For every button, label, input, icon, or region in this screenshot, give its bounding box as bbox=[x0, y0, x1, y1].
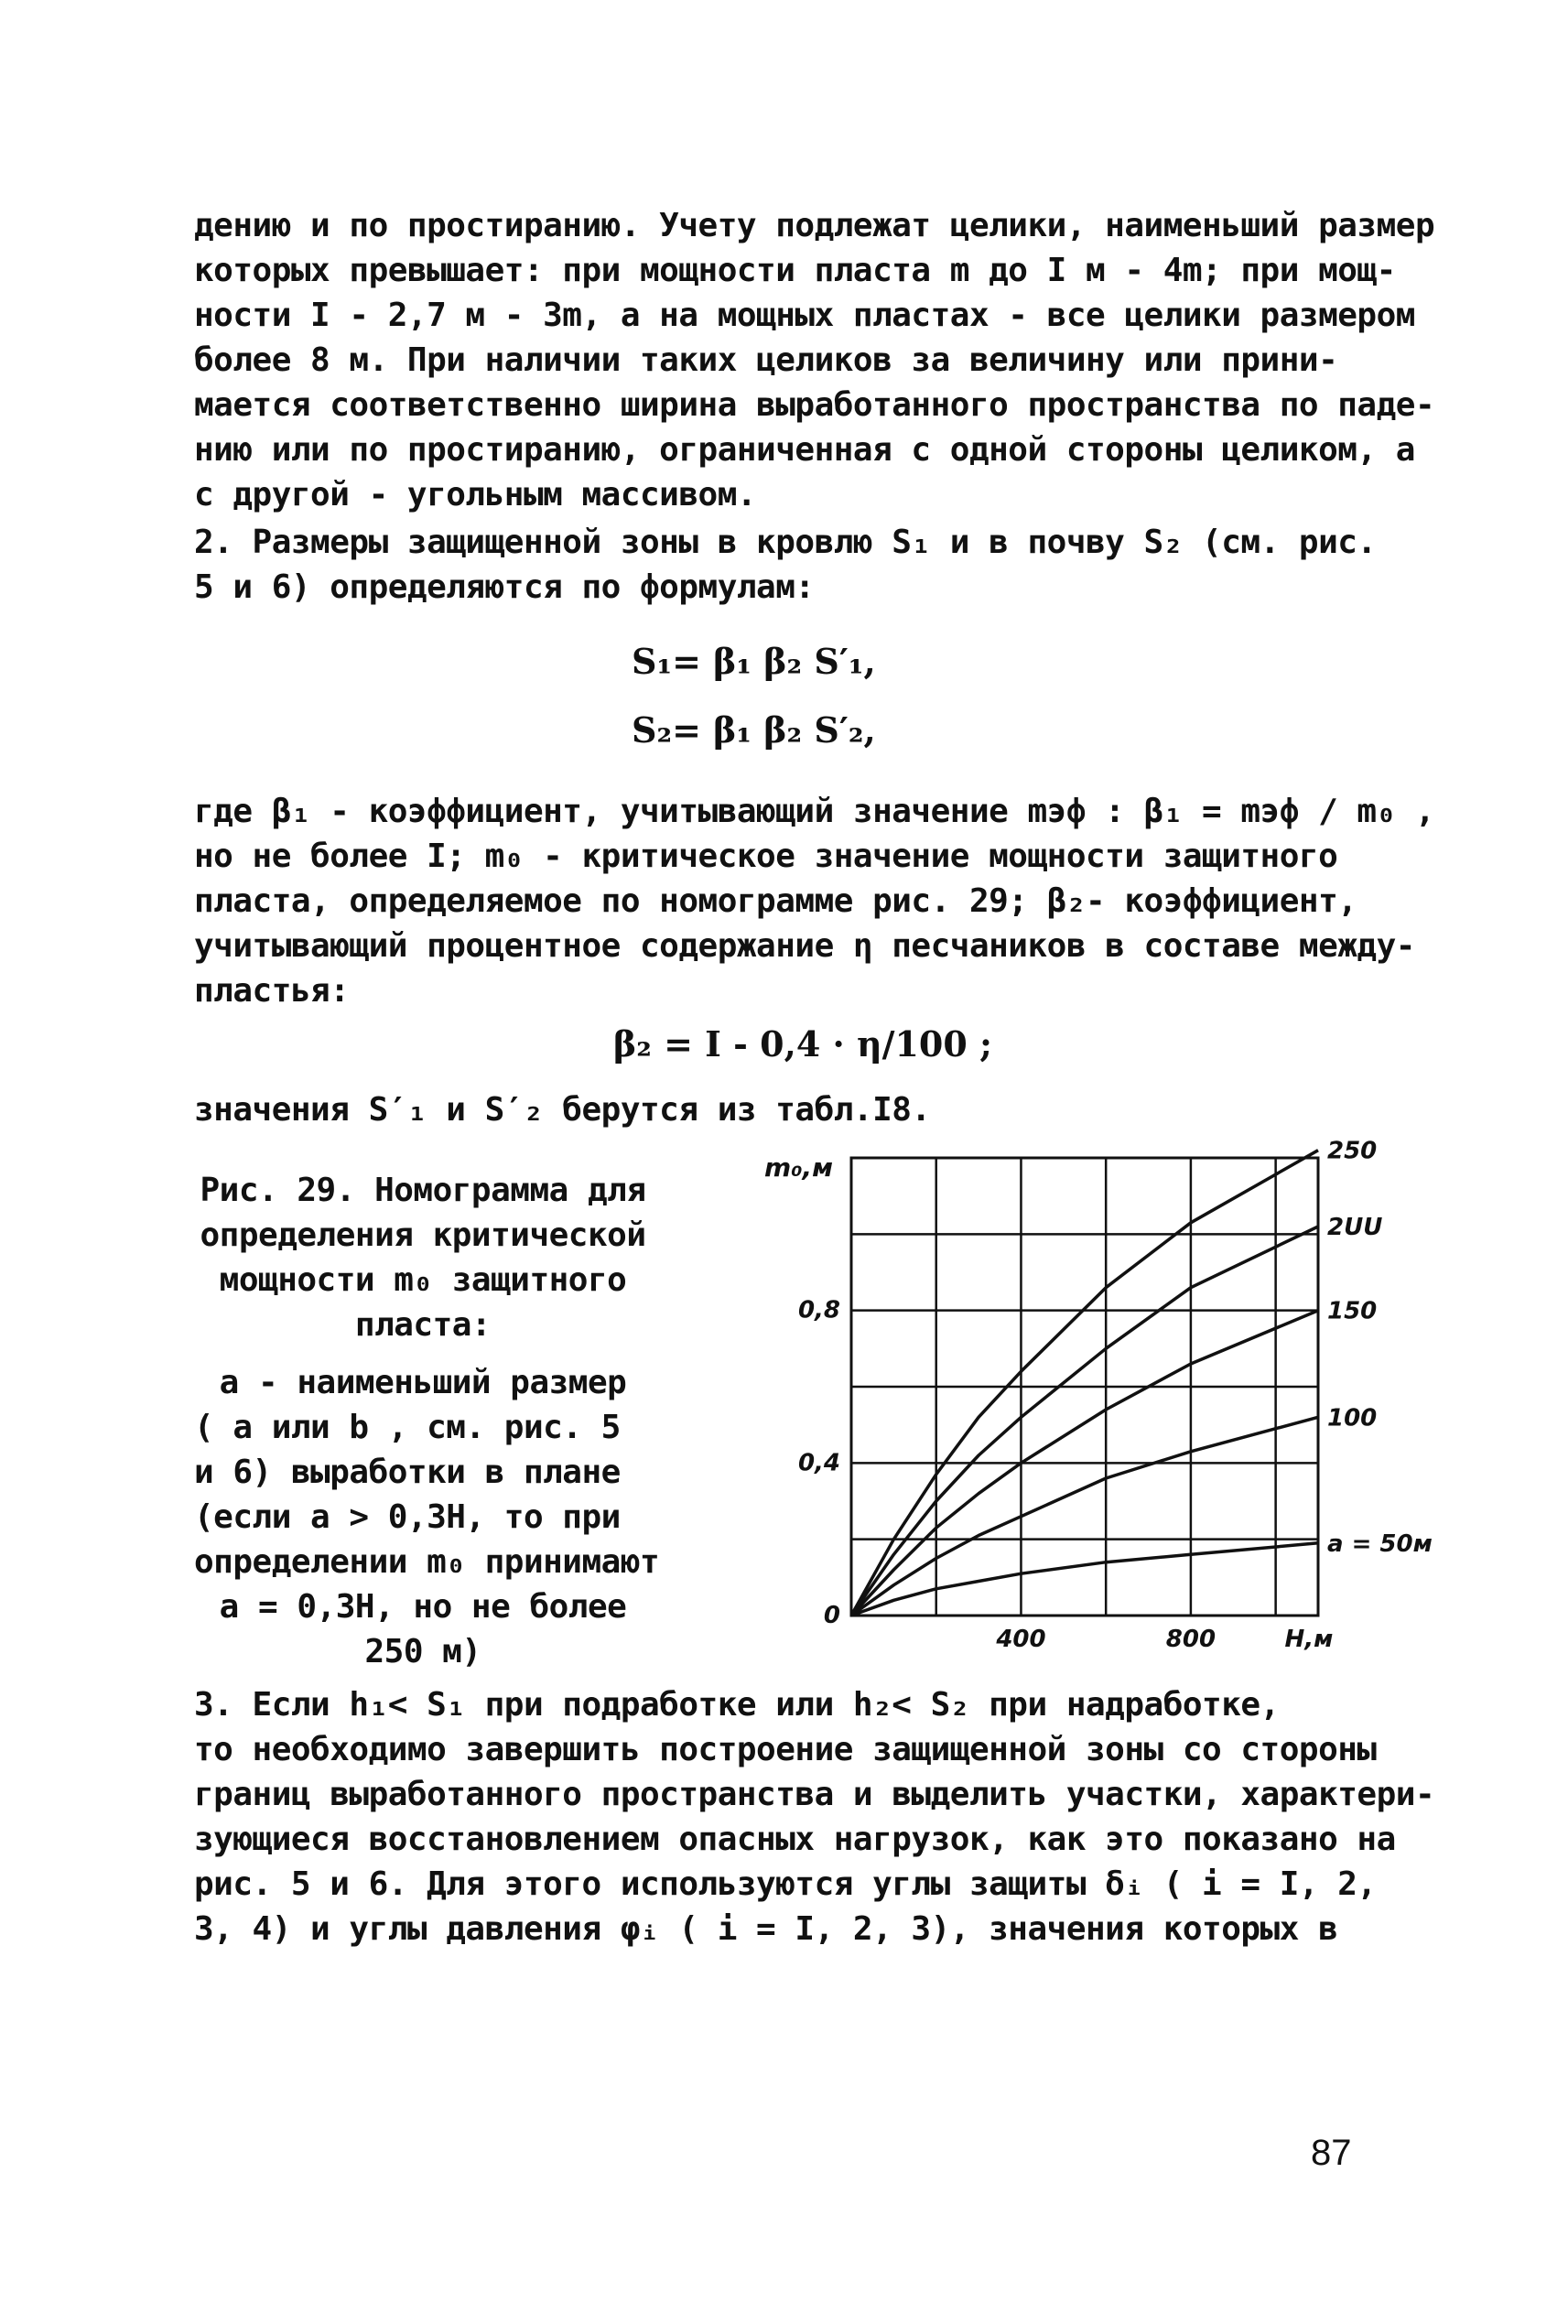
y-tick-label: 0,4 bbox=[797, 1449, 840, 1477]
text-line: но не более I; m₀ - критическое значение мощности защитного bbox=[194, 838, 1338, 875]
page-number: 87 bbox=[1311, 2133, 1352, 2173]
series-line bbox=[851, 1543, 1318, 1616]
nomogram-chart bbox=[751, 1140, 1465, 1670]
x-tick-label: 800 bbox=[1165, 1626, 1217, 1653]
caption-line: определении m₀ принимают bbox=[194, 1543, 660, 1581]
caption-line: a = 0,3Н, но не более bbox=[219, 1588, 627, 1626]
caption-line: ( a или b , см. рис. 5 bbox=[194, 1409, 621, 1446]
text-line: которых превышает: при мощности пласта m до I м - 4m; при мощ- bbox=[194, 252, 1396, 289]
series-line bbox=[851, 1151, 1318, 1616]
text-line: пластья: bbox=[194, 972, 350, 1010]
text-line: мается соответственно ширина выработанного пространства по паде- bbox=[194, 386, 1435, 424]
series-label: 100 bbox=[1327, 1404, 1378, 1432]
series-label: a = 50м bbox=[1327, 1530, 1433, 1558]
text-line: ности I - 2,7 м - 3m, а на мощных пластах - все целики размером bbox=[194, 297, 1415, 334]
text-line: зующиеся восстановлением опасных нагрузок, как это показано на bbox=[194, 1821, 1396, 1858]
text-line: границ выработанного пространства и выделить участки, характери- bbox=[194, 1776, 1435, 1813]
text-line: то необходимо завершить построение защищенной зоны со стороны bbox=[194, 1731, 1377, 1768]
series-line bbox=[851, 1227, 1318, 1616]
text-line: 3. Если h₁< S₁ при подработке или h₂< S₂ при надработке, bbox=[194, 1686, 1280, 1724]
text-line: более 8 м. При наличии таких целиков за величину или прини- bbox=[194, 341, 1338, 379]
text-line: 2. Размеры защищенной зоны в кровлю S₁ и в почву S₂ (см. рис. bbox=[194, 524, 1377, 561]
text-line: пласта, определяемое по номограмме рис. 29; β₂- коэффициент, bbox=[194, 882, 1357, 920]
text-line: рис. 5 и 6. Для этого используются углы защиты δᵢ ( i = I, 2, bbox=[194, 1865, 1377, 1903]
text-line: нию или по простиранию, ограниченная с одной стороны целиком, а bbox=[194, 431, 1415, 469]
y-tick-label: 0 bbox=[823, 1602, 840, 1629]
series-label: 250 bbox=[1327, 1140, 1378, 1165]
caption-line: определения критической bbox=[200, 1216, 646, 1254]
text-line: дению и по простиранию. Учету подлежат целики, наименьший размер bbox=[194, 207, 1435, 244]
caption-line: a - наименьший размер bbox=[219, 1364, 627, 1401]
caption-line: пласта: bbox=[354, 1306, 492, 1344]
formula-beta2: β₂ = I - 0,4 · η/100 ; bbox=[613, 1023, 993, 1065]
series-line bbox=[851, 1417, 1318, 1616]
x-tick-label: 400 bbox=[996, 1626, 1046, 1653]
caption-line: Рис. 29. Номограмма для bbox=[200, 1172, 646, 1209]
y-tick-label: 0,8 bbox=[797, 1296, 840, 1324]
text-line: 5 и 6) определяются по формулам: bbox=[194, 568, 815, 606]
x-axis-label: H,м bbox=[1284, 1626, 1334, 1653]
text-line: 3, 4) и углы давления φᵢ ( i = I, 2, 3), значения которых в bbox=[194, 1910, 1338, 1948]
text-line: где β₁ - коэффициент, учитывающий значение mэф : β₁ = mэф / m₀ , bbox=[194, 793, 1435, 830]
caption-line: (если a > 0,3Н, то при bbox=[194, 1498, 621, 1536]
text-line: учитывающий процентное содержание η песчаников в составе между- bbox=[194, 927, 1415, 965]
caption-line: мощности m₀ защитного bbox=[219, 1261, 627, 1299]
text-line: с другой - угольным массивом. bbox=[194, 476, 757, 513]
y-axis-label: m₀,м bbox=[764, 1152, 833, 1183]
series-label: 150 bbox=[1327, 1297, 1378, 1325]
formula-s1: S₁= β₁ β₂ S′₁, bbox=[632, 641, 876, 682]
text-line: значения S′₁ и S′₂ берутся из табл.I8. bbox=[194, 1091, 931, 1129]
series-label: 2UU bbox=[1327, 1214, 1383, 1241]
formula-s2: S₂= β₁ β₂ S′₂, bbox=[632, 709, 876, 751]
caption-line: и 6) выработки в плане bbox=[194, 1454, 621, 1491]
caption-line: 250 м) bbox=[364, 1633, 481, 1670]
